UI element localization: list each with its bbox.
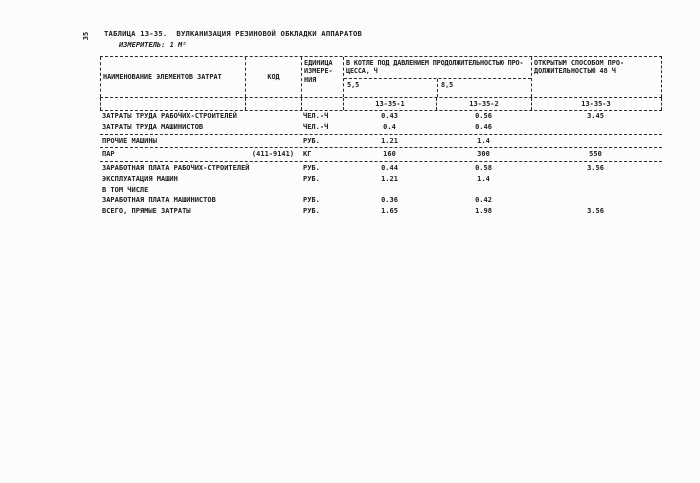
table-row — [100, 185, 662, 196]
row-value-1: 1.21 — [381, 174, 398, 183]
table-row — [100, 122, 662, 133]
row-value-2: 1.4 — [477, 136, 490, 145]
row-value-2: 0.46 — [475, 122, 492, 131]
empty-cell — [100, 98, 245, 110]
table-row — [100, 163, 662, 174]
row-unit: ЧЕЛ.-Ч — [303, 122, 329, 131]
table-row — [100, 136, 662, 147]
row-value-1: 160 — [383, 150, 396, 159]
cost-table — [100, 56, 662, 217]
row-value-1: 0.36 — [381, 196, 398, 205]
row-unit: ЧЕЛ.-Ч — [303, 112, 329, 120]
row-value-3: 3.45 — [587, 112, 604, 120]
row-value-3 — [531, 196, 660, 205]
row-name: ПРОЧИЕ МАШИНЫ — [102, 136, 157, 145]
row-value-1: 1.21 — [381, 136, 398, 145]
row-code — [245, 112, 301, 121]
row-code — [245, 186, 301, 195]
row-name: В ТОМ ЧИСЛЕ — [102, 185, 149, 194]
row-name: ЗАТРАТЫ ТРУДА МАШИНИСТОВ — [102, 122, 204, 131]
row-value-3 — [531, 123, 660, 132]
header-code-col — [245, 57, 301, 97]
header-open-line1: ОТКРЫТЫМ СПОСОБОМ ПРО- — [534, 59, 625, 67]
row-value-2: 0.56 — [475, 112, 492, 120]
empty-cell — [245, 98, 301, 110]
row-name: ЗАТРАТЫ ТРУДА РАБОЧИХ-СТРОИТЕЛЕЙ — [102, 112, 237, 120]
table-title: ТАБЛИЦА 13-35. ВУЛКАНИЗАЦИЯ РЕЗИНОВОЙ ОБКЛАДКИ АППАРАТОВ — [104, 29, 363, 38]
header-open-method-col — [531, 57, 660, 97]
row-code — [245, 207, 301, 216]
header-subcol-5-5: 5,5 — [347, 80, 360, 89]
header-code-label: КОД — [267, 72, 280, 81]
row-unit: РУБ. — [303, 207, 320, 215]
table-row — [100, 174, 662, 185]
row-code — [245, 175, 301, 184]
table-row — [100, 149, 662, 160]
row-value-1: 0.44 — [381, 164, 398, 172]
row-code — [245, 137, 301, 146]
header-pressure-group — [343, 57, 531, 97]
row-code: (411-9141) — [251, 150, 295, 159]
header-name-col — [100, 57, 245, 97]
row-name: ВСЕГО, ПРЯМЫЕ ЗАТРАТЫ — [102, 207, 191, 215]
page-number: 35 — [82, 31, 91, 41]
row-name: ПАР — [102, 150, 115, 159]
column-code-2: 13-35-2 — [436, 98, 531, 110]
column-code-1: 13-35-1 — [343, 98, 436, 110]
row-value-2: 0.42 — [475, 196, 492, 205]
header-unit-line3: НИЯ — [304, 75, 317, 84]
row-value-1: 0.4 — [383, 122, 396, 131]
row-unit — [301, 186, 343, 195]
row-value-1: 0.43 — [381, 112, 398, 120]
row-value-2 — [436, 186, 531, 195]
row-unit: РУБ. — [303, 196, 320, 205]
row-code — [245, 164, 301, 173]
row-separator — [100, 161, 662, 162]
column-code-3: 13-35-3 — [531, 98, 660, 110]
column-codes-row — [100, 98, 662, 110]
row-value-3: 3.56 — [587, 207, 604, 215]
document-body — [100, 29, 662, 217]
row-value-3 — [531, 186, 660, 195]
header-name-label: НАИМЕНОВАНИЕ ЭЛЕМЕНТОВ ЗАТРАТ — [103, 72, 222, 81]
row-separator — [100, 147, 662, 148]
header-subcol-8-5: 8,5 — [437, 79, 531, 97]
row-name: ЗАРАБОТНАЯ ПЛАТА РАБОЧИХ-СТРОИТЕЛЕЙ — [102, 164, 250, 172]
row-value-2: 1.98 — [475, 207, 492, 215]
row-value-3 — [531, 137, 660, 146]
table-row — [100, 111, 662, 122]
header-unit-col — [301, 57, 343, 97]
header-unit-line2: ИЗМЕРЕ- — [304, 67, 333, 76]
row-value-2: 300 — [477, 150, 490, 159]
row-unit: РУБ. — [303, 136, 320, 145]
table-header — [100, 56, 662, 97]
header-subcolumns — [344, 79, 531, 97]
header-pressure-line1: В КОТЛЕ ПОД ДАВЛЕНИЕМ ПРОДОЛЖИТЕЛЬНОСТЬЮ ПРО- — [346, 59, 524, 67]
row-value-3: 3.56 — [587, 164, 604, 172]
empty-cell — [301, 98, 343, 110]
row-unit: РУБ. — [303, 174, 320, 183]
row-value-3: 550 — [589, 150, 602, 159]
table-body — [100, 111, 662, 217]
row-name: ЭКСПЛУАТАЦИЯ МАШИН — [102, 174, 178, 183]
header-pressure-line2: ЦЕССА, Ч — [346, 67, 378, 76]
table-row-total — [100, 206, 662, 217]
row-name: ЗАРАБОТНАЯ ПЛАТА МАШИНИСТОВ — [102, 196, 216, 205]
table-row — [100, 195, 662, 206]
row-value-2: 0.58 — [475, 164, 492, 172]
header-open-line2: ДОЛЖИТЕЛЬНОСТЬЮ 48 Ч — [534, 67, 616, 76]
table-measure-unit: ИЗМЕРИТЕЛЬ: 1 М² — [119, 41, 187, 49]
row-value-3 — [531, 175, 660, 184]
row-unit: РУБ. — [303, 164, 320, 172]
row-value-1: 1.65 — [381, 207, 398, 215]
row-value-1 — [343, 186, 436, 195]
row-unit: КГ — [303, 150, 312, 159]
row-code — [245, 196, 301, 205]
row-separator — [100, 134, 662, 135]
header-unit-line1: ЕДИНИЦА — [304, 59, 333, 67]
row-value-2: 1.4 — [477, 174, 490, 183]
row-code — [245, 123, 301, 132]
header-pressure-title — [344, 57, 531, 78]
